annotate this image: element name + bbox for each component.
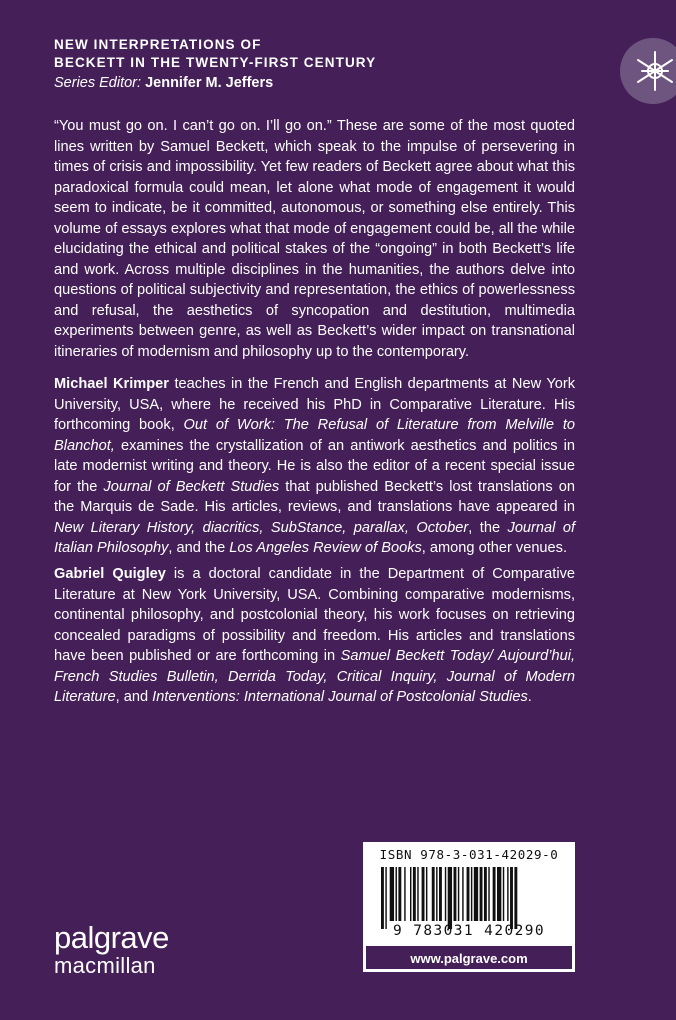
palgrave-macmillan-logo bbox=[54, 922, 169, 978]
bio-text: examines the crystallization of an antiwork aesthetics and politics in late modernist writing and theory. He is also the editor of a recent special issue for the bbox=[54, 437, 575, 495]
isbn-label: ISBN 978-3-031-42029-0 bbox=[379, 847, 559, 862]
barcode-bar bbox=[458, 867, 459, 921]
barcode-bar bbox=[422, 867, 425, 921]
bio-italic-title: Journal of Beckett Studies bbox=[103, 478, 280, 495]
barcode-bar bbox=[488, 867, 489, 921]
barcode-bar bbox=[503, 867, 504, 921]
barcode-bar bbox=[474, 867, 478, 921]
barcode-bar bbox=[404, 867, 405, 921]
series-editor-name: Jennifer M. Jeffers bbox=[145, 75, 274, 91]
barcode-bar bbox=[398, 867, 401, 921]
series-title-line-2: BECKETT IN THE TWENTY-FIRST CENTURY bbox=[54, 55, 377, 70]
series-header bbox=[54, 36, 574, 93]
barcode-bar bbox=[448, 867, 452, 929]
barcode-bar bbox=[436, 867, 437, 921]
barcode-bar bbox=[507, 867, 508, 921]
bio-italic-title: New Literary History, diacritics, SubStance, parallax, October bbox=[54, 519, 469, 536]
author-bio-krimper bbox=[54, 374, 575, 559]
series-editor-label: Series Editor: bbox=[54, 75, 142, 91]
barcode-bar bbox=[445, 867, 446, 921]
bio-text: is a doctoral candidate in the Department of Comparative Literature at New York University, USA. Combining comparative modernisms, continental philosophy, and postcolonial theory, his work focuses on retrieving concealed paradigms of possibility and freedom. His articles and translations have been published or are forthcoming in bbox=[54, 566, 575, 664]
palgrave-badge bbox=[620, 38, 676, 104]
author-name: Gabriel Quigley bbox=[54, 566, 166, 582]
series-editor bbox=[54, 73, 574, 93]
barcode-bar bbox=[426, 867, 427, 921]
author-name: Michael Krimper bbox=[54, 376, 169, 392]
bio-text: , among other venues. bbox=[421, 540, 568, 556]
barcode-bar bbox=[467, 867, 470, 921]
bio-text: , and the bbox=[168, 540, 230, 556]
barcode-bar bbox=[493, 867, 496, 921]
bio-italic-title: Out of Work: The Refusal of Literature from Melville to Blanchot, bbox=[54, 417, 575, 454]
barcode-bar bbox=[462, 867, 463, 921]
isbn-digits: 9 783031 420290 bbox=[393, 923, 545, 939]
barcode-bar bbox=[514, 867, 517, 929]
publisher-url[interactable]: www.palgrave.com bbox=[363, 946, 575, 972]
barcode-bar bbox=[413, 867, 416, 921]
barcode-bar bbox=[497, 867, 501, 921]
barcode-bar bbox=[410, 867, 411, 921]
bio-text: . bbox=[527, 689, 532, 705]
isbn-barcode-box bbox=[363, 842, 575, 972]
barcode-bar bbox=[480, 867, 483, 921]
barcode-bar bbox=[432, 867, 435, 921]
logo-line-2: macmillan bbox=[54, 953, 156, 978]
bio-italic-title: Samuel Beckett Today/ Aujourd’hui, French Studies Bulletin, Derrida Today, Critical Inquiry, Journal of Modern Literature bbox=[54, 648, 575, 705]
barcode-bar bbox=[439, 867, 442, 921]
barcode-bar bbox=[471, 867, 472, 921]
barcode-bar bbox=[484, 867, 487, 921]
bio-text: , and bbox=[115, 689, 153, 705]
barcode-bar bbox=[385, 867, 386, 929]
palgrave-star-icon bbox=[620, 38, 676, 104]
bio-text: , the bbox=[468, 519, 508, 536]
bio-text: that published Beckett’s lost translations on the Marquis de Sade. His articles, reviews, and translations have appeared in bbox=[54, 478, 575, 515]
barcode-bar bbox=[510, 867, 513, 929]
barcode-bar bbox=[417, 867, 418, 921]
barcode-bar bbox=[454, 867, 457, 921]
author-bio-quigley bbox=[54, 564, 575, 708]
bio-italic-title: Los Angeles Review of Books bbox=[229, 540, 422, 556]
bio-text: teaches in the French and English departments at New York University, USA, where he received his PhD in Comparative Literature. His forthcoming book, bbox=[54, 376, 575, 433]
logo-line-1: palgrave bbox=[54, 920, 169, 955]
bio-italic-title: Interventions: International Journal of Postcolonial Studies bbox=[152, 689, 528, 705]
book-blurb: “You must go on. I can’t go on. I’ll go on.” These are some of the most quoted lines written by Samuel Beckett, which speak to the impulse of persevering in times of crisis and impossibility. Yet few readers of Beckett agree about what this paradoxical formula could mean, let alone what mode of engagement it would seem to indicate, be it committed, autonomous, or something else entirely. This volume of essays explores what that mode of engagement could be, all the while elucidating the ethical and political stakes of the “ongoing” in both Beckett’s life and work. Across multiple disciplines in the humanities, the authors delve into questions of political subjectivity and representation, the ethics of powerlessness and refusal, the aesthetics of syncopation and destitution, multimedia experiments between genre, as well as Beckett’s wider impact on transnational itineraries of modernism and philosophy up to the contemporary. bbox=[54, 118, 575, 360]
bio-italic-title: Journal of Italian Philosophy bbox=[54, 519, 575, 556]
barcode-bar bbox=[381, 867, 384, 929]
series-title-line-1: NEW INTERPRETATIONS OF bbox=[54, 37, 262, 52]
barcode-bar bbox=[390, 867, 394, 921]
barcode-bar bbox=[396, 867, 397, 921]
